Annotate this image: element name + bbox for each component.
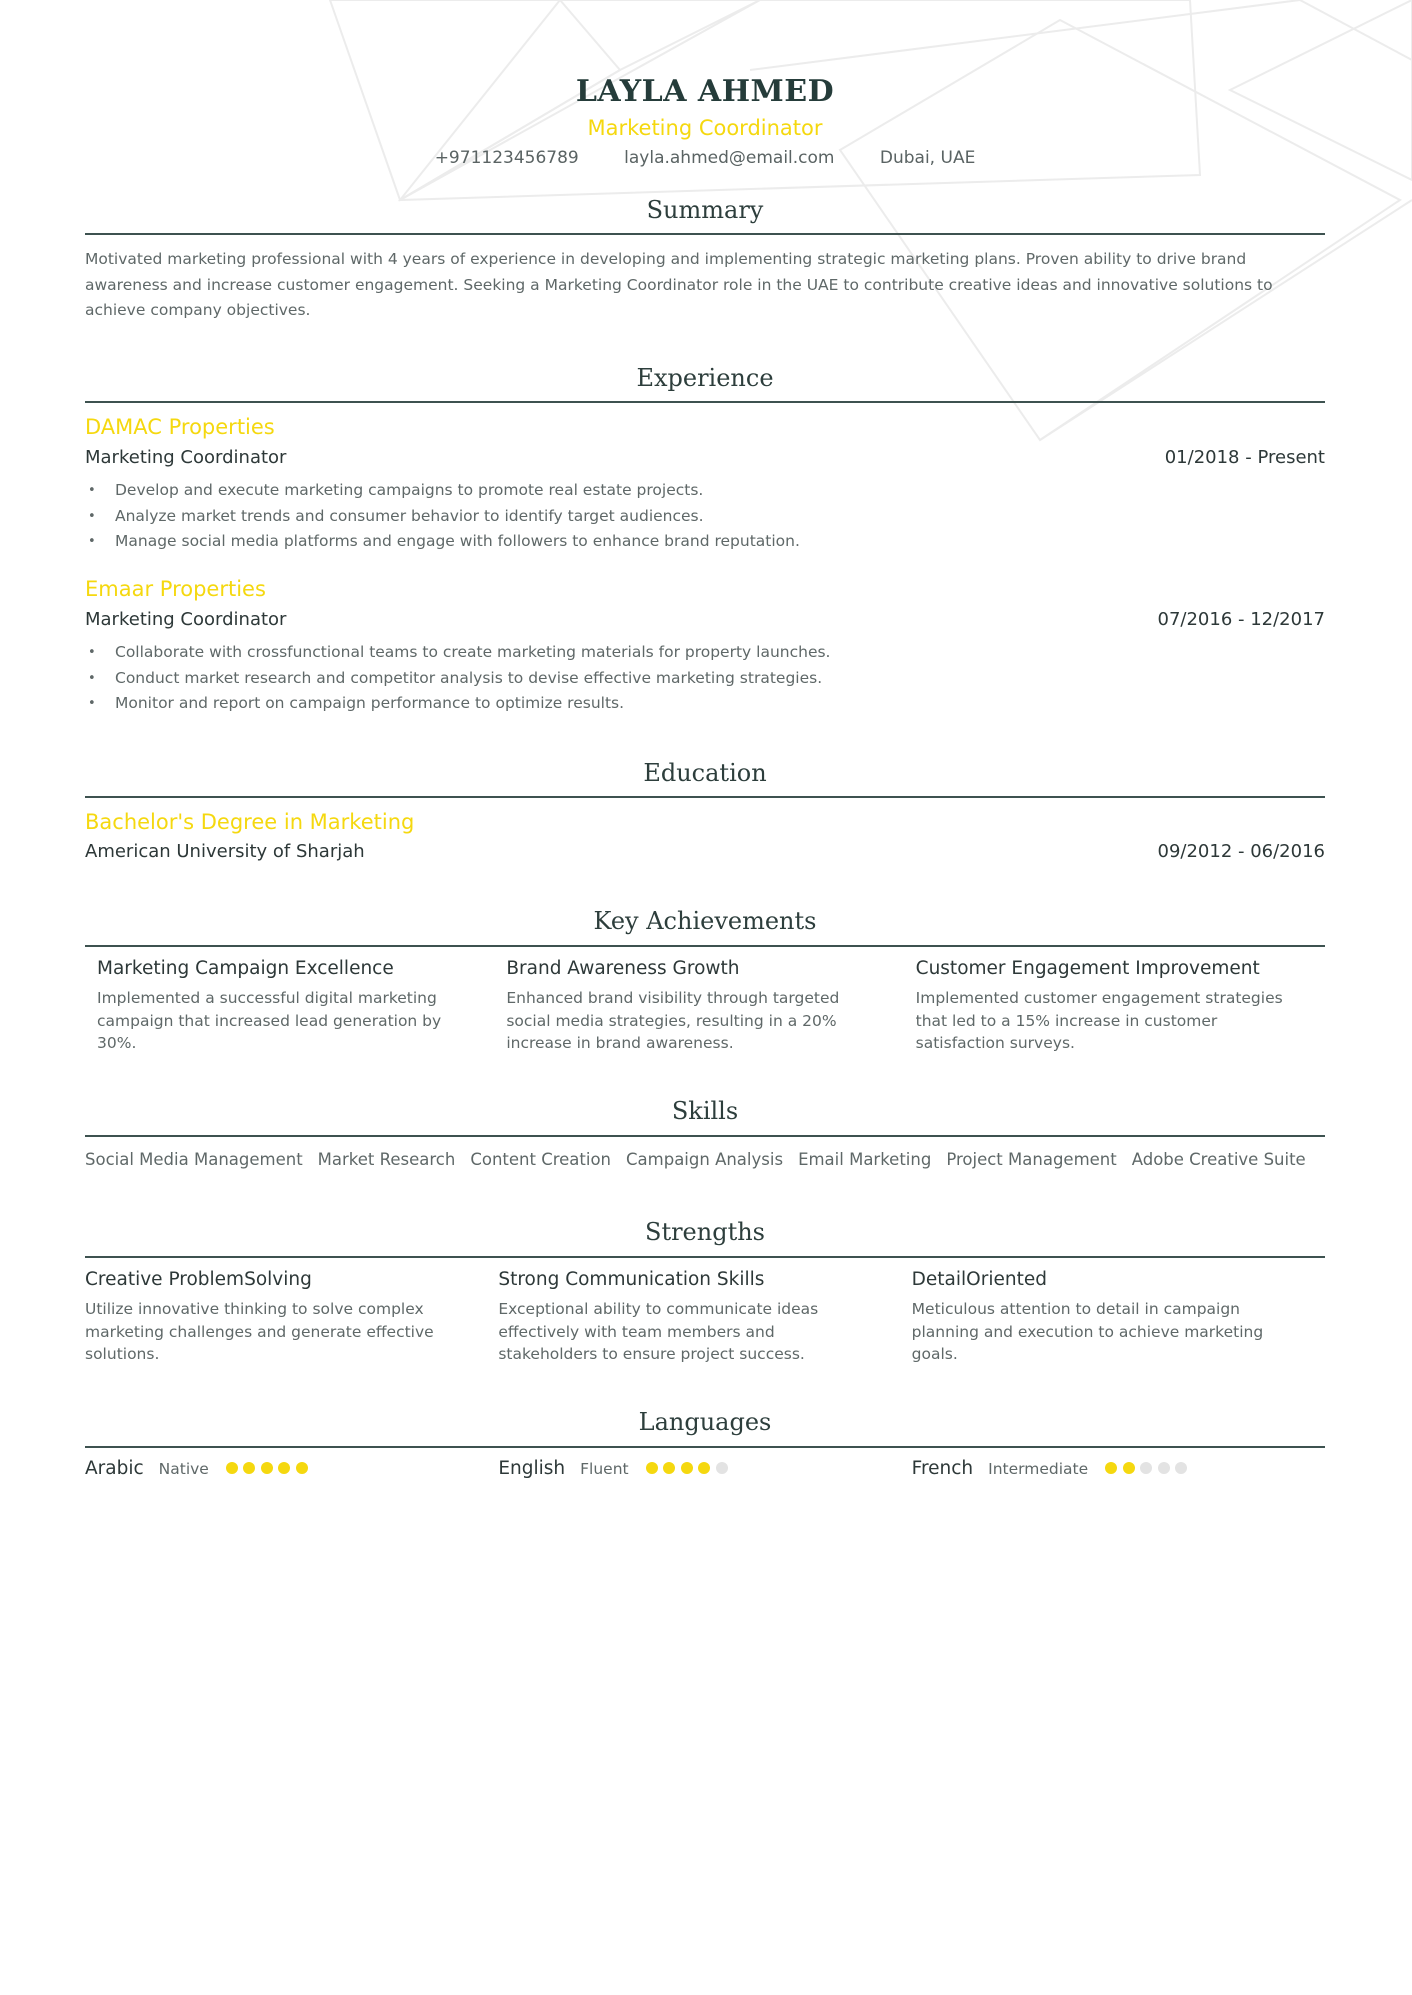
achievement-item	[97, 958, 506, 1055]
list-item: • Manage social media platforms and engage with followers to enhance brand reputation.	[85, 529, 1325, 555]
strengths-list	[85, 1269, 1325, 1366]
achievement-title: Customer Engagement Improvement	[915, 958, 1260, 979]
strengths-divider	[85, 1256, 1325, 1258]
skill-tag: Campaign Analysis	[626, 1150, 784, 1169]
achievements-heading: Key Achievements	[593, 907, 817, 935]
strength-title: DetailOriented	[911, 1269, 1047, 1290]
summary-text: Motivated marketing professional with 4 years of experience in developing and implementing strategic marketing plans. Proven ability to drive brand awareness and increase customer engagement. Seeking a Marketing Coordinator role in the UAE to contribute creative ideas and innovative solutions to achieve company objectives.	[85, 250, 1273, 319]
job-dates: 07/2016 - 12/2017	[1157, 609, 1325, 630]
skill-tag: Project Management	[946, 1150, 1117, 1169]
candidate-name: LAYLA AHMED	[575, 74, 835, 109]
language-name: English	[498, 1458, 566, 1479]
language-item	[498, 1458, 911, 1479]
languages-divider	[85, 1446, 1325, 1448]
rating-dot	[278, 1462, 290, 1474]
candidate-title: Marketing Coordinator	[587, 116, 823, 140]
list-item: • Collaborate with crossfunctional teams to create marketing materials for property launches.	[85, 640, 1325, 666]
language-level: Fluent	[580, 1459, 629, 1478]
skill-tag: Content Creation	[470, 1150, 612, 1169]
strength-item	[912, 1269, 1325, 1366]
rating-dot	[716, 1462, 728, 1474]
skill-tag: Adobe Creative Suite	[1131, 1150, 1306, 1169]
languages-heading: Languages	[638, 1408, 772, 1436]
list-item: • Analyze market trends and consumer behavior to identify target audiences.	[85, 504, 1325, 530]
education-dates: 09/2012 - 06/2016	[1157, 841, 1325, 862]
strength-title: Strong Communication Skills	[498, 1269, 765, 1290]
education-divider	[85, 796, 1325, 798]
rating-dot	[1140, 1462, 1152, 1474]
language-name: French	[911, 1458, 974, 1479]
achievement-title: Marketing Campaign Excellence	[97, 958, 394, 979]
language-rating	[646, 1459, 734, 1478]
language-rating	[226, 1459, 314, 1478]
rating-dot	[243, 1462, 255, 1474]
rating-dot	[261, 1462, 273, 1474]
experience-divider	[85, 401, 1325, 403]
achievement-item	[916, 958, 1325, 1055]
language-level: Native	[158, 1459, 209, 1478]
achievement-text: Enhanced brand visibility through targeted social media strategies, resulting in a 20% increase in brand awareness.	[506, 989, 840, 1052]
achievements-list	[85, 958, 1325, 1055]
job-dates: 01/2018 - Present	[1164, 447, 1325, 468]
summary-heading: Summary	[646, 196, 764, 224]
achievement-text: Implemented customer engagement strategies that led to a 15% increase in customer satisfaction surveys.	[915, 989, 1283, 1052]
skills-heading: Skills	[671, 1097, 739, 1125]
language-name: Arabic	[85, 1458, 144, 1479]
strength-text: Utilize innovative thinking to solve complex marketing challenges and generate effective solutions.	[85, 1300, 434, 1363]
job-role: Marketing Coordinator	[85, 447, 287, 468]
language-item	[912, 1458, 1325, 1479]
strength-text: Exceptional ability to communicate ideas effectively with team members and stakeholders to ensure project success.	[498, 1300, 819, 1363]
experience-heading: Experience	[636, 364, 774, 392]
achievement-title: Brand Awareness Growth	[506, 958, 740, 979]
strength-item	[498, 1269, 911, 1366]
rating-dot	[296, 1462, 308, 1474]
contact-info	[85, 148, 1325, 168]
achievement-text: Implemented a successful digital marketing campaign that increased lead generation by 30%.	[97, 989, 442, 1052]
rating-dot	[681, 1462, 693, 1474]
education-school: American University of Sharjah	[85, 841, 365, 862]
rating-dot	[698, 1462, 710, 1474]
strength-title: Creative ProblemSolving	[85, 1269, 312, 1290]
skill-tag: Social Media Management	[85, 1150, 303, 1169]
education-degree: Bachelor's Degree in Marketing	[85, 810, 415, 834]
phone: +971123456789	[434, 148, 579, 168]
education-heading: Education	[643, 759, 767, 787]
location: Dubai, UAE	[879, 148, 976, 168]
strength-text: Meticulous attention to detail in campaign planning and execution to achieve marketing goals.	[911, 1300, 1264, 1363]
achievements-divider	[85, 945, 1325, 947]
job-company: Emaar Properties	[85, 577, 266, 601]
summary-divider	[85, 233, 1325, 235]
language-item	[85, 1458, 498, 1479]
skill-tag: Email Marketing	[798, 1150, 932, 1169]
list-item: • Monitor and report on campaign performance to optimize results.	[85, 691, 1325, 717]
job-bullets	[85, 640, 1325, 717]
job-company: DAMAC Properties	[85, 415, 275, 439]
skills-list	[85, 1150, 1325, 1169]
job-bullets	[85, 478, 1325, 555]
skills-divider	[85, 1135, 1325, 1137]
rating-dot	[226, 1462, 238, 1474]
rating-dot	[1158, 1462, 1170, 1474]
achievement-item	[506, 958, 915, 1055]
list-item: • Conduct market research and competitor analysis to devise effective marketing strategies.	[85, 666, 1325, 692]
job-role: Marketing Coordinator	[85, 609, 287, 630]
list-item: • Develop and execute marketing campaigns to promote real estate projects.	[85, 478, 1325, 504]
rating-dot	[1175, 1462, 1187, 1474]
languages-list	[85, 1458, 1325, 1479]
rating-dot	[1123, 1462, 1135, 1474]
rating-dot	[663, 1462, 675, 1474]
strength-item	[85, 1269, 498, 1366]
language-level: Intermediate	[988, 1459, 1089, 1478]
skill-tag: Market Research	[317, 1150, 456, 1169]
rating-dot	[1105, 1462, 1117, 1474]
rating-dot	[646, 1462, 658, 1474]
email: layla.ahmed@email.com	[624, 148, 835, 168]
language-rating	[1105, 1459, 1193, 1478]
strengths-heading: Strengths	[645, 1218, 765, 1246]
